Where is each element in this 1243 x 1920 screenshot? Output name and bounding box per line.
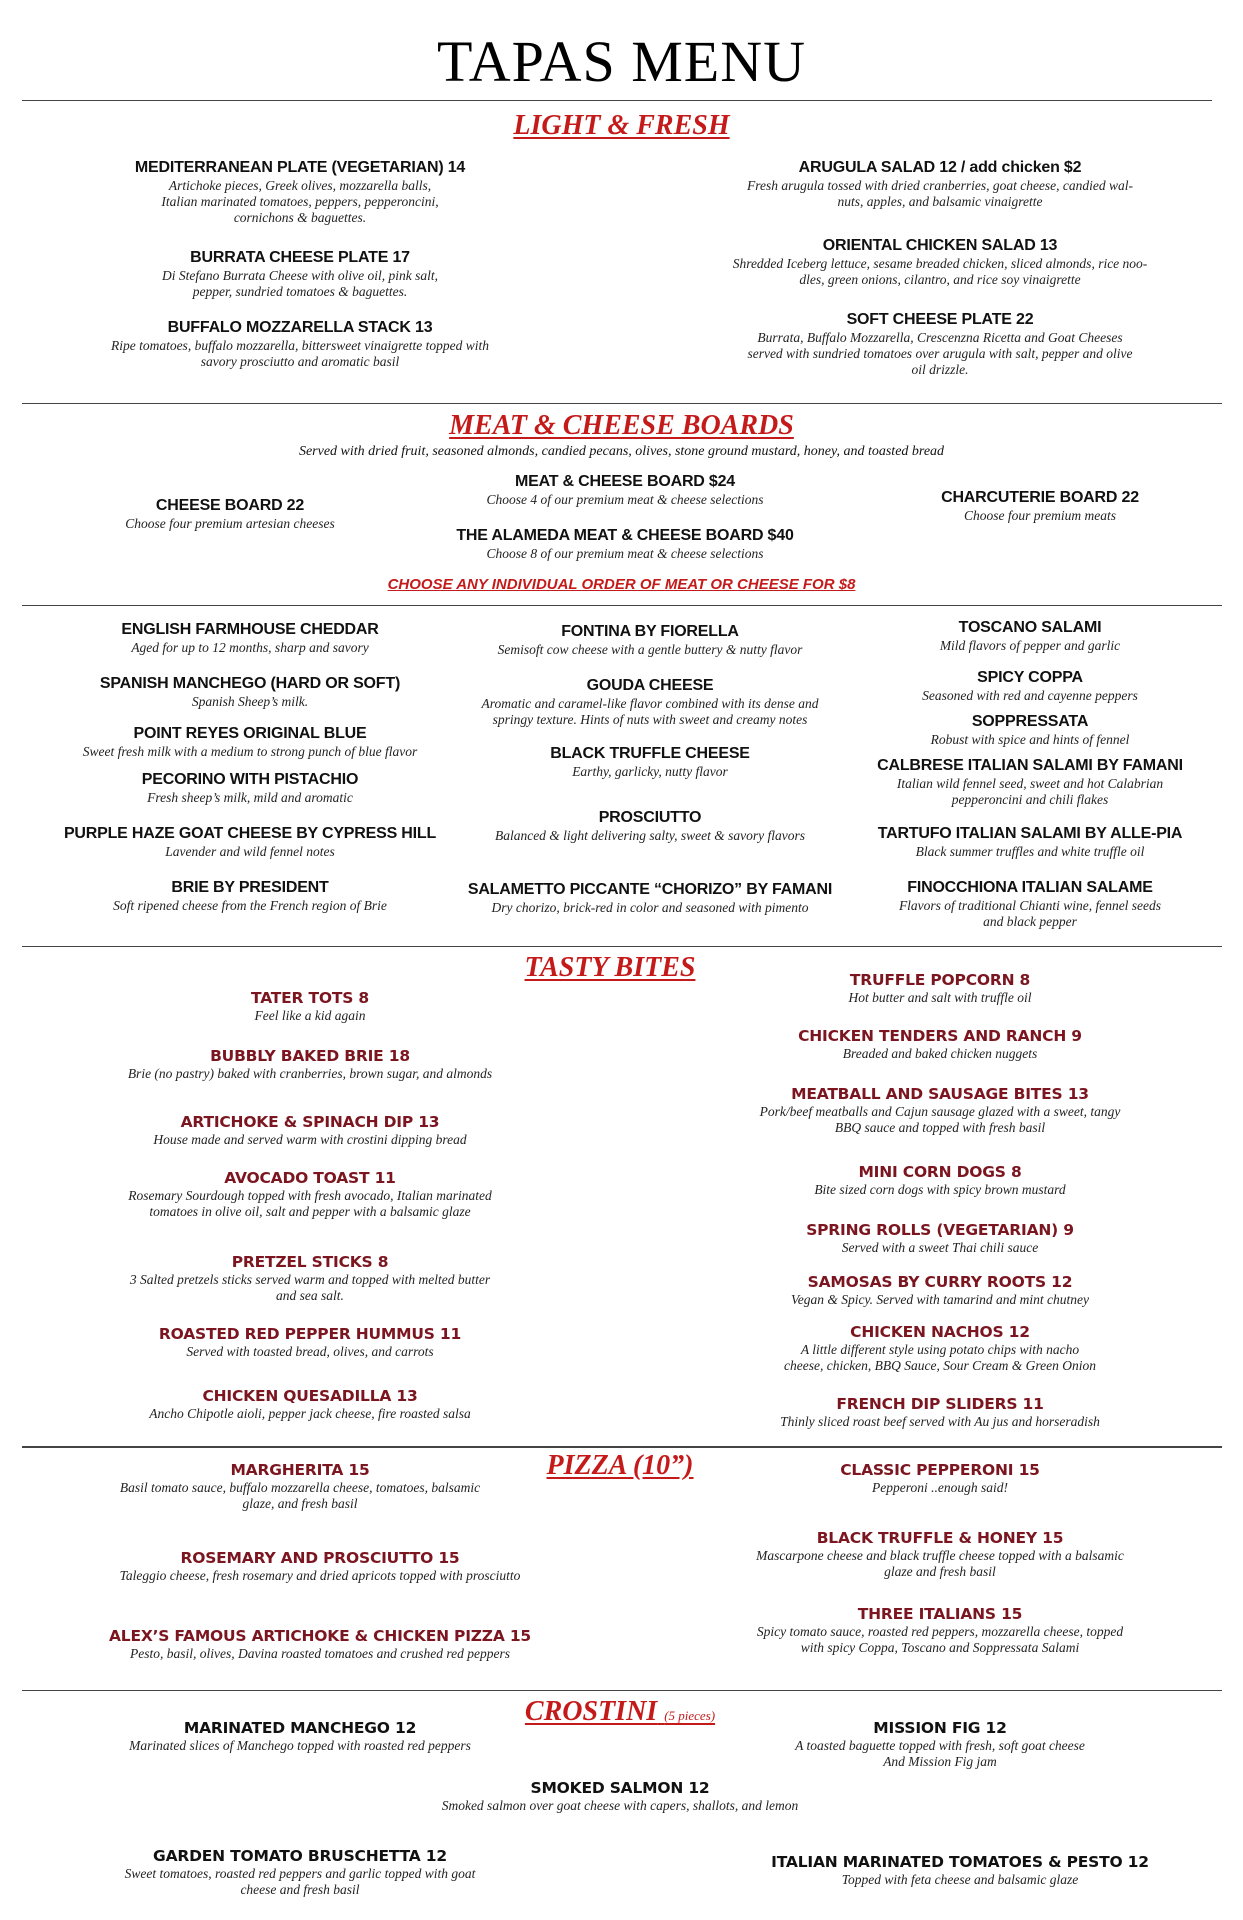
menu-item [840, 668, 1220, 704]
item-desc: and black pepper [983, 914, 1077, 929]
item-name: SPICY COPPA [977, 669, 1083, 686]
menu-item [430, 880, 870, 916]
divider [22, 946, 1222, 947]
menu-item [430, 676, 870, 728]
item-desc: glaze, and fresh basil [242, 1496, 358, 1511]
menu-item [680, 236, 1200, 288]
item-name: CHICKEN TENDERS AND RANCH 9 [798, 1027, 1082, 1045]
menu-item [680, 158, 1200, 210]
item-name: PURPLE HAZE GOAT CHEESE BY CYPRESS HILL [63, 825, 437, 842]
item-desc: savory prosciutto and aromatic basil [200, 354, 400, 369]
item-name: ROSEMARY AND PROSCIUTTO 15 [180, 1549, 460, 1567]
item-name: TRUFFLE POPCORN 8 [849, 971, 1031, 989]
item-desc: Fresh arugula tossed with dried cranberries, goat cheese, candied wal- [746, 178, 1134, 193]
item-name: CLASSIC PEPPERONI 15 [840, 1461, 1040, 1479]
item-name: THREE ITALIANS 15 [857, 1605, 1023, 1623]
item-name: BUBBLY BAKED BRIE 18 [210, 1047, 410, 1065]
menu-item [700, 1852, 1220, 1888]
menu-item [840, 824, 1220, 860]
item-desc: glaze and fresh basil [884, 1564, 996, 1579]
item-name: MARINATED MANCHEGO 12 [183, 1719, 417, 1737]
item-desc: Seasoned with red and cayenne peppers [922, 688, 1138, 703]
item-name: ITALIAN MARINATED TOMATOES & PESTO 12 [771, 1853, 1149, 1871]
divider [22, 605, 1222, 606]
menu-item [20, 770, 480, 806]
divider [22, 403, 1222, 404]
item-desc: Breaded and baked chicken nuggets [842, 1046, 1038, 1061]
item-desc: A toasted baguette topped with fresh, soft goat cheese [795, 1738, 1085, 1753]
item-desc: 3 Salted pretzels sticks served warm and topped with melted butter [129, 1272, 491, 1287]
item-name: MARGHERITA 15 [230, 1461, 370, 1479]
item-name: FONTINA BY FIORELLA [561, 623, 739, 640]
item-name: TATER TOTS 8 [251, 989, 369, 1007]
item-desc: Semisoft cow cheese with a gentle buttery & nutty flavor [497, 642, 803, 657]
menu-item [680, 1528, 1200, 1580]
item-desc: Soft ripened cheese from the French region of Brie [113, 898, 387, 913]
section-heading-pizza: PIZZA (10”) [546, 1450, 694, 1481]
menu-item [700, 1718, 1180, 1770]
item-desc: with spicy Coppa, Toscano and Soppressata Salami [800, 1640, 1080, 1655]
item-desc: cheese, chicken, BBQ Sauce, Sour Cream & Green Onion [783, 1358, 1097, 1373]
item-desc: springy texture. Hints of nuts with sweet and creamy notes [492, 712, 808, 727]
item-name: THE ALAMEDA MEAT & CHEESE BOARD $40 [456, 527, 794, 544]
menu-item [680, 970, 1200, 1006]
menu-item [840, 878, 1220, 930]
section-heading-tasty-bites: TASTY BITES [524, 952, 696, 983]
menu-item [880, 488, 1200, 524]
item-desc: cornichons & baguettes. [233, 210, 367, 225]
item-desc: Mascarpone cheese and black truffle cheese topped with a balsamic [756, 1548, 1124, 1563]
divider [22, 1446, 1222, 1448]
crostini-title: CROSTINI [524, 1696, 658, 1727]
item-desc: Lavender and wild fennel notes [165, 844, 335, 859]
item-name: BRIE BY PRESIDENT [171, 879, 329, 896]
menu-item [50, 1386, 570, 1422]
item-name: ARTICHOKE & SPINACH DIP 13 [180, 1113, 440, 1131]
item-name: GOUDA CHEESE [586, 677, 714, 694]
menu-item [50, 988, 570, 1024]
item-desc: pepperoncini and chili flakes [951, 792, 1109, 807]
menu-item [20, 620, 480, 656]
item-desc: Pesto, basil, olives, Davina roasted tomatoes and crushed red peppers [130, 1646, 510, 1661]
menu-item [40, 318, 560, 370]
item-desc: Robust with spice and hints of fennel [930, 732, 1130, 747]
item-name: ENGLISH FARMHOUSE CHEDDAR [121, 621, 379, 638]
item-name: CALBRESE ITALIAN SALAMI BY FAMANI [877, 757, 1183, 774]
item-desc: Ripe tomatoes, buffalo mozzarella, bittersweet vinaigrette topped with [110, 338, 490, 353]
item-desc: Pork/beef meatballs and Cajun sausage glazed with a sweet, tangy [759, 1104, 1121, 1119]
item-desc: nuts, apples, and balsamic vinaigrette [837, 194, 1043, 209]
menu-item [680, 1026, 1200, 1062]
menu-item [20, 724, 480, 760]
item-desc: Topped with feta cheese and balsamic glaze [841, 1872, 1079, 1887]
item-desc: Bite sized corn dogs with spicy brown mustard [814, 1182, 1066, 1197]
menu-item [60, 158, 540, 226]
item-name: TOSCANO SALAMI [958, 619, 1102, 636]
menu-item [840, 756, 1220, 808]
item-name: PRETZEL STICKS 8 [231, 1253, 389, 1271]
item-desc: Burrata, Buffalo Mozzarella, Crescenzna Ricetta and Goat Cheeses [757, 330, 1123, 345]
item-desc: dles, green onions, cilantro, and rice soy vinaigrette [799, 272, 1081, 287]
item-name: MEAT & CHEESE BOARD $24 [514, 473, 736, 490]
item-desc: Rosemary Sourdough topped with fresh avocado, Italian marinated [128, 1188, 492, 1203]
menu-item [40, 1460, 560, 1512]
item-desc: Basil tomato sauce, buffalo mozzarella cheese, tomatoes, balsamic [119, 1480, 481, 1495]
menu-item [680, 1460, 1200, 1496]
item-name: ROASTED RED PEPPER HUMMUS 11 [158, 1325, 462, 1343]
item-name: ORIENTAL CHICKEN SALAD 13 [822, 237, 1058, 254]
menu-item [680, 1394, 1200, 1430]
menu-item [840, 712, 1220, 748]
item-desc: Marinated slices of Manchego topped with roasted red peppers [129, 1738, 471, 1753]
menu-item [40, 1718, 560, 1754]
item-desc: Di Stefano Burrata Cheese with olive oil, pink salt, [162, 268, 438, 283]
menu-item [50, 1324, 570, 1360]
divider [22, 100, 1212, 101]
item-desc: Earthy, garlicky, nutty flavor [572, 764, 728, 779]
menu-item [680, 1322, 1200, 1374]
menu-item [40, 1846, 560, 1898]
page-title: TAPAS MENU [436, 29, 807, 94]
menu-item [680, 1220, 1200, 1256]
menu-item [20, 878, 480, 914]
item-name: SOPPRESSATA [971, 713, 1089, 730]
menu-item [430, 622, 870, 658]
item-desc: And Mission Fig jam [883, 1754, 997, 1769]
item-desc: tomatoes in olive oil, salt and pepper with a balsamic glaze [149, 1204, 471, 1219]
item-name: BURRATA CHEESE PLATE 17 [190, 249, 410, 266]
section-heading-boards: MEAT & CHEESE BOARDS [449, 410, 794, 441]
item-name: AVOCADO TOAST 11 [224, 1169, 396, 1187]
menu-item [420, 526, 830, 562]
menu-item [340, 1778, 900, 1814]
item-desc: Vegan & Spicy. Served with tamarind and mint chutney [790, 1292, 1090, 1307]
item-desc: oil drizzle. [911, 362, 969, 377]
item-name: SPRING ROLLS (VEGETARIAN) 9 [806, 1221, 1074, 1239]
item-name: MISSION FIG 12 [873, 1719, 1007, 1737]
menu-item [60, 496, 400, 532]
item-desc: Ancho Chipotle aioli, pepper jack cheese, fire roasted salsa [149, 1406, 471, 1421]
item-desc: Dry chorizo, brick-red in color and seasoned with pimento [491, 900, 809, 915]
item-name: GARDEN TOMATO BRUSCHETTA 12 [153, 1847, 447, 1865]
item-name: SOFT CHEESE PLATE 22 [846, 311, 1034, 328]
item-desc: and sea salt. [276, 1288, 344, 1303]
section-heading-light-fresh: LIGHT & FRESH [513, 110, 730, 141]
item-desc: Choose four premium meats [963, 508, 1117, 523]
individual-order-callout: CHOOSE ANY INDIVIDUAL ORDER OF MEAT OR CHEESE FOR $8 [387, 576, 856, 593]
item-desc: Served with a sweet Thai chili sauce [841, 1240, 1039, 1255]
item-name: MINI CORN DOGS 8 [858, 1163, 1022, 1181]
item-desc: Pepperoni ..enough said! [872, 1480, 1008, 1495]
menu-item [680, 1604, 1200, 1656]
item-desc: A little different style using potato chips with nacho [800, 1342, 1080, 1357]
item-desc: Italian wild fennel seed, sweet and hot Calabrian [896, 776, 1164, 791]
item-desc: Artichoke pieces, Greek olives, mozzarella balls, [168, 178, 432, 193]
item-desc: cheese and fresh basil [240, 1882, 360, 1897]
menu-item [840, 618, 1220, 654]
item-name: SAMOSAS BY CURRY ROOTS 12 [807, 1273, 1073, 1291]
menu-item [680, 310, 1200, 378]
crostini-note: (5 pieces) [664, 1708, 716, 1723]
item-desc: Flavors of traditional Chianti wine, fennel seeds [898, 898, 1162, 913]
item-name: CHICKEN QUESADILLA 13 [202, 1387, 418, 1405]
item-desc: Spanish Sheep’s milk. [191, 694, 309, 709]
item-name: TARTUFO ITALIAN SALAMI BY ALLE-PIA [877, 825, 1183, 842]
item-desc: Sweet fresh milk with a medium to strong punch of blue flavor [82, 744, 418, 759]
menu-item [50, 1046, 570, 1082]
item-name: ARUGULA SALAD 12 / add chicken $2 [798, 159, 1082, 176]
item-desc: pepper, sundried tomatoes & baguettes. [192, 284, 408, 299]
menu-item [50, 1112, 570, 1148]
item-name: CHEESE BOARD 22 [155, 497, 305, 514]
item-desc: Mild flavors of pepper and garlic [939, 638, 1121, 653]
item-desc: Spicy tomato sauce, roasted red peppers, mozzarella cheese, topped [756, 1624, 1124, 1639]
item-desc: Taleggio cheese, fresh rosemary and dried apricots topped with prosciutto [119, 1568, 521, 1583]
item-name: BLACK TRUFFLE & HONEY 15 [816, 1529, 1064, 1547]
item-name: CHARCUTERIE BOARD 22 [941, 489, 1139, 506]
menu-item [20, 824, 480, 860]
menu-item [430, 808, 870, 844]
item-name: FINOCCHIONA ITALIAN SALAME [907, 879, 1153, 896]
item-desc: Black summer truffles and white truffle oil [915, 844, 1145, 859]
menu-item [680, 1162, 1200, 1198]
item-desc: Aged for up to 12 months, sharp and savory [131, 640, 369, 655]
item-desc: Hot butter and salt with truffle oil [848, 990, 1032, 1005]
item-desc: Brie (no pastry) baked with cranberries, brown sugar, and almonds [127, 1066, 493, 1081]
item-name: PECORINO WITH PISTACHIO [141, 771, 359, 788]
item-name: POINT REYES ORIGINAL BLUE [133, 725, 367, 742]
item-desc: Choose 8 of our premium meat & cheese selections [486, 546, 764, 561]
item-desc: Choose 4 of our premium meat & cheese selections [486, 492, 764, 507]
item-desc: Italian marinated tomatoes, peppers, pepperoncini, [161, 194, 439, 209]
item-desc: Balanced & light delivering salty, sweet & savory flavors [494, 828, 806, 843]
item-desc: House made and served warm with crostini dipping bread [153, 1132, 467, 1147]
menu-item [40, 1548, 600, 1584]
item-name: BLACK TRUFFLE CHEESE [550, 745, 750, 762]
menu-item [420, 472, 830, 508]
item-desc: Sweet tomatoes, roasted red peppers and garlic topped with goat [124, 1866, 476, 1881]
divider [22, 1690, 1222, 1691]
menu-item [430, 744, 870, 780]
item-name: SALAMETTO PICCANTE “CHORIZO” BY FAMANI [467, 881, 833, 898]
item-name: MEATBALL AND SAUSAGE BITES 13 [791, 1085, 1089, 1103]
item-desc: Thinly sliced roast beef served with Au jus and horseradish [780, 1414, 1100, 1429]
item-name: CHICKEN NACHOS 12 [850, 1323, 1030, 1341]
menu-item [20, 674, 480, 710]
item-name: MEDITERRANEAN PLATE (VEGETARIAN) 14 [134, 159, 466, 176]
item-desc: served with sundried tomatoes over arugula with salt, pepper and olive [747, 346, 1133, 361]
item-desc: Feel like a kid again [254, 1008, 366, 1023]
item-desc: Shredded Iceberg lettuce, sesame breaded chicken, sliced almonds, rice noo- [732, 256, 1148, 271]
menu-item [50, 1252, 570, 1304]
item-name: SPANISH MANCHEGO (HARD OR SOFT) [99, 675, 401, 692]
menu-item [680, 1272, 1200, 1308]
menu-item [50, 1168, 570, 1220]
item-desc: Served with toasted bread, olives, and carrots [186, 1344, 434, 1359]
menu-item [60, 248, 540, 300]
item-name: PROSCIUTTO [598, 809, 702, 826]
item-desc: BBQ sauce and topped with fresh basil [834, 1120, 1046, 1135]
menu-item [40, 1626, 600, 1662]
menu-item [680, 1084, 1200, 1136]
item-desc: Fresh sheep’s milk, mild and aromatic [147, 790, 353, 805]
item-name: BUFFALO MOZZARELLA STACK 13 [167, 319, 433, 336]
item-desc: Smoked salmon over goat cheese with capers, shallots, and lemon [441, 1798, 799, 1813]
item-desc: Aromatic and caramel-like flavor combined with its dense and [481, 696, 819, 711]
item-desc: Choose four premium artesian cheeses [125, 516, 335, 531]
item-name: ALEX’S FAMOUS ARTICHOKE & CHICKEN PIZZA 15 [108, 1627, 532, 1645]
item-name: SMOKED SALMON 12 [530, 1779, 710, 1797]
item-name: FRENCH DIP SLIDERS 11 [836, 1395, 1044, 1413]
section-subheading: Served with dried fruit, seasoned almonds, candied pecans, olives, stone ground mustard, honey, and toasted bread [298, 444, 945, 459]
